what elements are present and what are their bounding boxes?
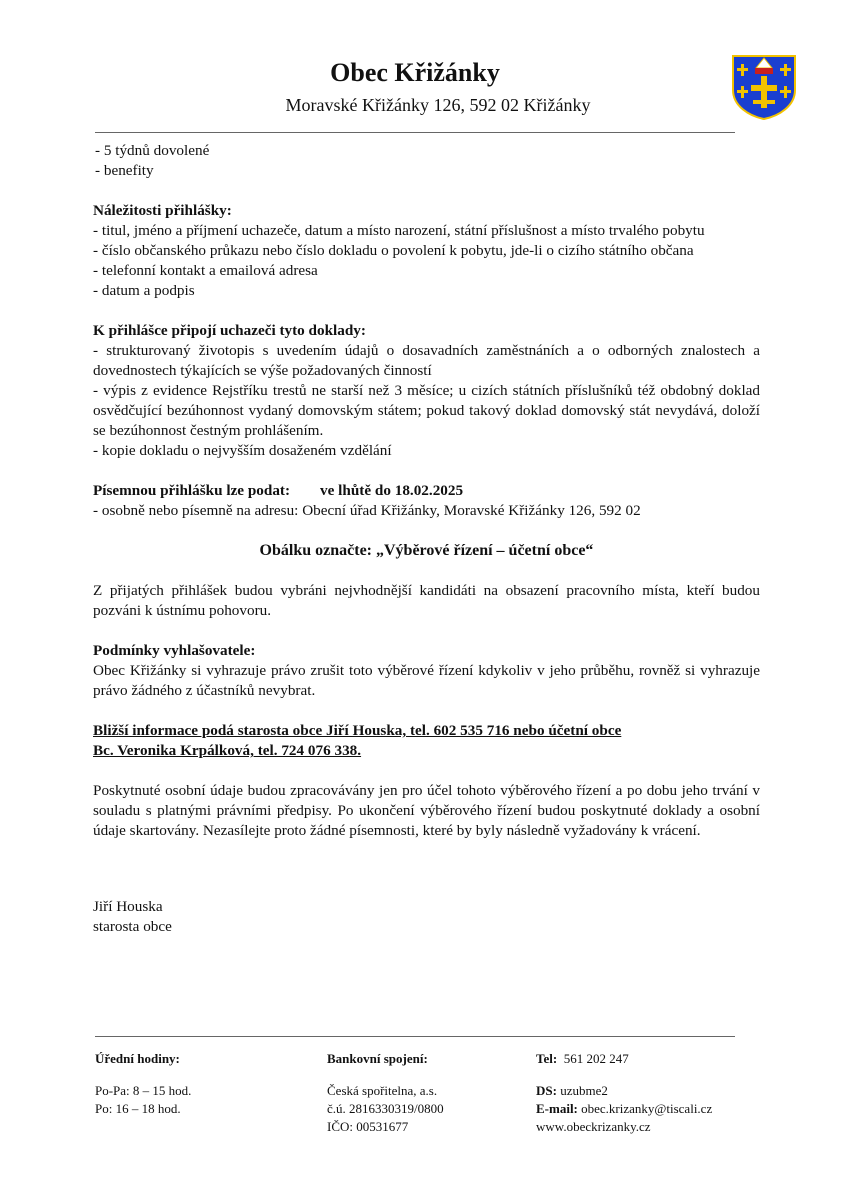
bank-details <box>327 1050 444 1136</box>
bank-account: č.ú. 2816330319/0800 <box>327 1101 444 1116</box>
bank-heading: Bankovní spojení: <box>327 1051 428 1066</box>
contact-info-line: Bližší informace podá starosta obce Jiří Houska, tel. 602 535 716 nebo účetní obce <box>93 722 622 739</box>
requirements-item: - telefonní kontakt a emailová adresa <box>93 262 318 279</box>
bank-line: Česká spořitelna, a.s. <box>327 1083 438 1098</box>
selection-paragraph: Z přijatých přihlášek budou vybráni nejvhodnější kandidáti na obsazení pracovního místa, kteří budou pozváni k ústnímu pohovoru. <box>93 582 760 619</box>
submission-deadline: ve lhůtě do 18.02.2025 <box>320 482 464 499</box>
letter-body <box>93 141 760 937</box>
contact-details <box>536 1050 712 1136</box>
submission-label: Písemnou přihlášku lze podat: <box>93 482 291 499</box>
office-hours-heading: Úřední hodiny: <box>95 1051 180 1066</box>
footer-divider <box>95 1036 735 1037</box>
municipality-title: Obec Křižánky <box>330 58 500 87</box>
conditions-text: Obec Křižánky si vyhrazuje právo zrušit toto výběrové řízení kdykoliv v jeho průběhu, rovněž si vyhrazuje právo žádného z účastníků nevybrat. <box>93 662 760 699</box>
documents-heading: K přihlášce připojí uchazeči tyto doklady: <box>93 322 366 339</box>
databox-line: DS: uzubme2 <box>536 1083 608 1098</box>
email-line: E-mail: obec.krizanky@tiscali.cz <box>536 1101 713 1116</box>
benefit-item: - benefity <box>95 162 154 179</box>
documents-item: - kopie dokladu o nejvyšším dosaženém vzdělání <box>93 442 392 459</box>
municipality-address: Moravské Křižánky 126, 592 02 Křižánky <box>285 95 591 115</box>
company-id: IČO: 00531677 <box>327 1119 409 1134</box>
website-link[interactable]: www.obeckrizanky.cz <box>536 1119 651 1134</box>
envelope-instruction: Obálku označte: „Výběrové řízení – účetní obce“ <box>259 542 594 559</box>
conditions-heading: Podmínky vyhlašovatele: <box>93 642 256 659</box>
requirements-item: - datum a podpis <box>93 282 195 299</box>
office-hours-line: Po-Pa: 8 – 15 hod. <box>95 1083 192 1098</box>
submission-address: - osobně nebo písemně na adresu: Obecní úřad Křižánky, Moravské Křižánky 126, 592 02 <box>93 502 641 519</box>
benefit-item: - 5 týdnů dovolené <box>95 142 210 159</box>
email-link[interactable]: obec.krizanky@tiscali.cz <box>581 1101 713 1116</box>
office-hours <box>95 1050 191 1118</box>
requirements-item: - titul, jméno a příjmení uchazeče, datum a místo narození, státní příslušnost a místo trvalého pobytu <box>93 222 705 239</box>
signature-role: starosta obce <box>93 918 172 935</box>
submission-line <box>93 481 760 501</box>
contact-info-line: Bc. Veronika Krpálková, tel. 724 076 338. <box>93 742 362 759</box>
office-hours-line: Po: 16 – 18 hod. <box>95 1101 181 1116</box>
coat-of-arms-icon <box>729 52 799 120</box>
documents-item: - výpis z evidence Rejstříku trestů ne starší než 3 měsíce; u cizích státních příslušníků též obdobný doklad osvědčující bezúhonnost vydaný domovským státem; pokud takový doklad domovský stát nevydává, doloží se bezúhonnost čestným prohlášením. <box>93 382 760 439</box>
header-divider <box>95 132 735 133</box>
requirements-item: - číslo občanského průkazu nebo číslo dokladu o povolení k pobytu, jde-li o cizího státního občana <box>93 242 694 259</box>
requirements-heading: Náležitosti přihlášky: <box>93 202 232 219</box>
signature-name: Jiří Houska <box>93 898 163 915</box>
documents-item: - strukturovaný životopis s uvedením údajů o dosavadních zaměstnáních a o odborných znalostech a dovednostech týkajících se výše požadovaných činností <box>93 342 760 379</box>
gdpr-paragraph: Poskytnuté osobní údaje budou zpracovávány jen pro účel tohoto výběrového řízení a po dobu jeho trvání v souladu s platnými právními předpisy. Po ukončení výběrového řízení budou poskytnuté doklady a osobní údaje skartovány. Nezasílejte proto žádné písemnosti, které by byly následně vyžadovány k vrácení. <box>93 782 760 839</box>
phone-line: Tel: 561 202 247 <box>536 1051 629 1066</box>
